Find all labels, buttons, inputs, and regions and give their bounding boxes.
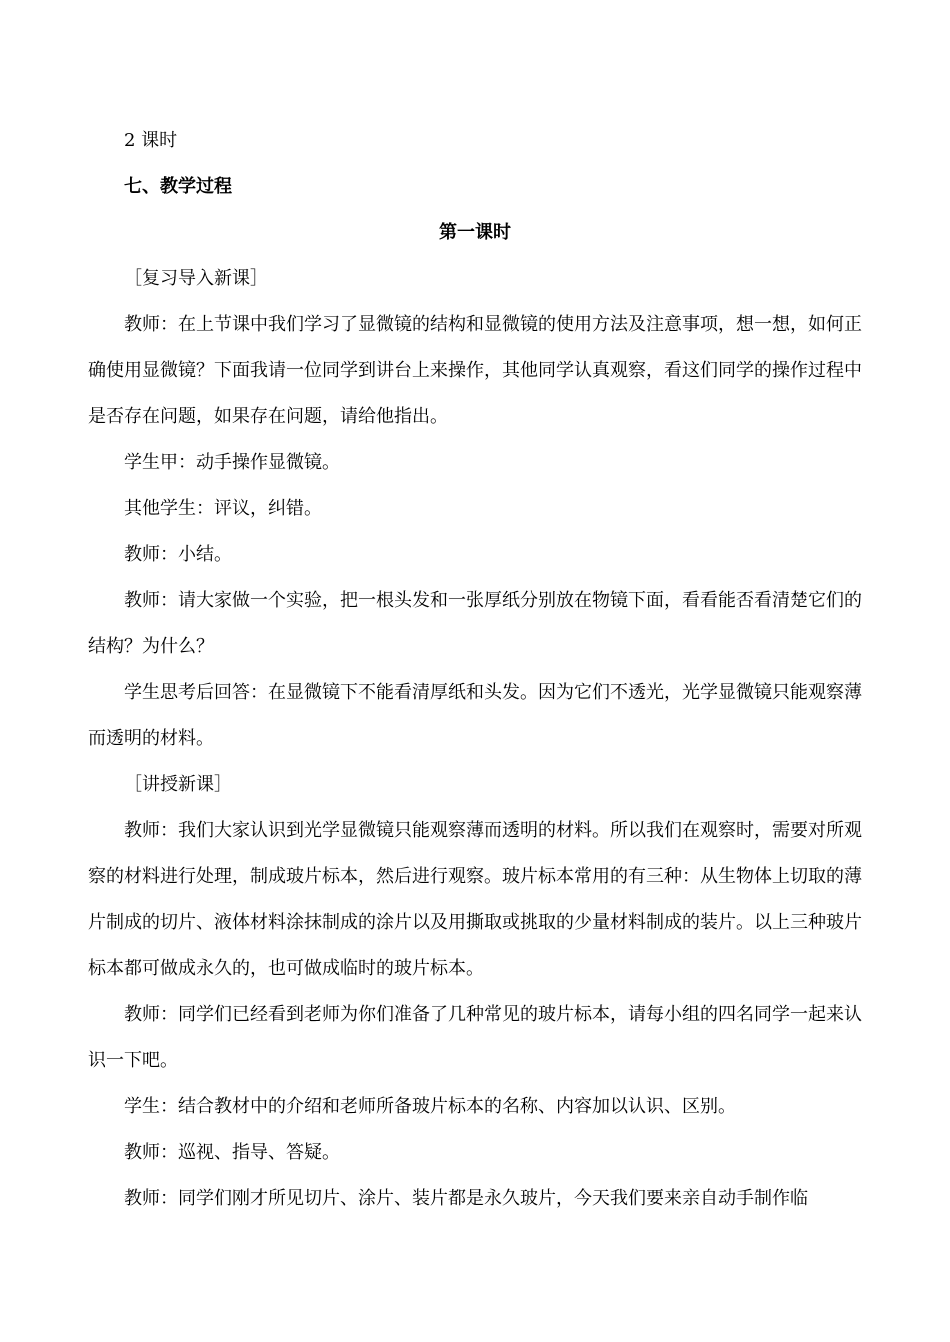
lesson-title: 第一课时: [439, 222, 511, 243]
section-heading: 七、教学过程: [124, 176, 232, 197]
paragraph-student-answer: 学生思考后回答：在显微镜下不能看清厚纸和头发。因为它们不透光，光学显微镜只能观察薄而透明的材料。: [88, 682, 862, 749]
paragraph-teacher-slides: 教师：我们大家认识到光学显微镜只能观察薄而透明的材料。所以我们在观察时，需要对所观察的材料进行处理，制成玻片标本，然后进行观察。玻片标本常用的有三种：从生物体上切取的薄片制成的切片、液体材料涂抹制成的涂片以及用撕取或挑取的少量材料制成的装片。以上三种玻片标本都可做成永久的，也可做成临时的玻片标本。: [88, 820, 862, 979]
paragraph-other-students: 其他学生：评议，纠错。: [124, 498, 322, 519]
paragraph-students-identify: 学生：结合教材中的介绍和老师所备玻片标本的名称、内容加以认识、区别。: [124, 1096, 736, 1117]
review-section-tag: ［复习导入新课］: [124, 268, 268, 289]
paragraph-teacher-guide: 教师：巡视、指导、答疑。: [124, 1142, 340, 1163]
document-body: [88, 118, 862, 1222]
paragraph-teacher-experiment: 教师：请大家做一个实验，把一根头发和一张厚纸分别放在物镜下面，看看能否看清楚它们的结构？为什么？: [88, 590, 862, 657]
new-lesson-section-tag: ［讲授新课］: [124, 774, 232, 795]
paragraph-teacher-summary: 教师：小结。: [124, 544, 232, 565]
paragraph-teacher-groups: 教师：同学们已经看到老师为你们准备了几种常见的玻片标本，请每小组的四名同学一起来认识一下吧。: [88, 1004, 862, 1071]
paragraph-teacher-permanent: 教师：同学们刚才所见切片、涂片、装片都是永久玻片，今天我们要来亲自动手制作临: [124, 1188, 808, 1209]
paragraph-student-a: 学生甲：动手操作显微镜。: [124, 452, 340, 473]
paragraph-teacher-review: 教师：在上节课中我们学习了显微镜的结构和显微镜的使用方法及注意事项，想一想，如何正确使用显微镜？下面我请一位同学到讲台上来操作，其他同学认真观察，看这们同学的操作过程中是否存在问题，如果存在问题，请给他指出。: [88, 314, 862, 427]
class-hours: 2 课时: [124, 130, 178, 151]
